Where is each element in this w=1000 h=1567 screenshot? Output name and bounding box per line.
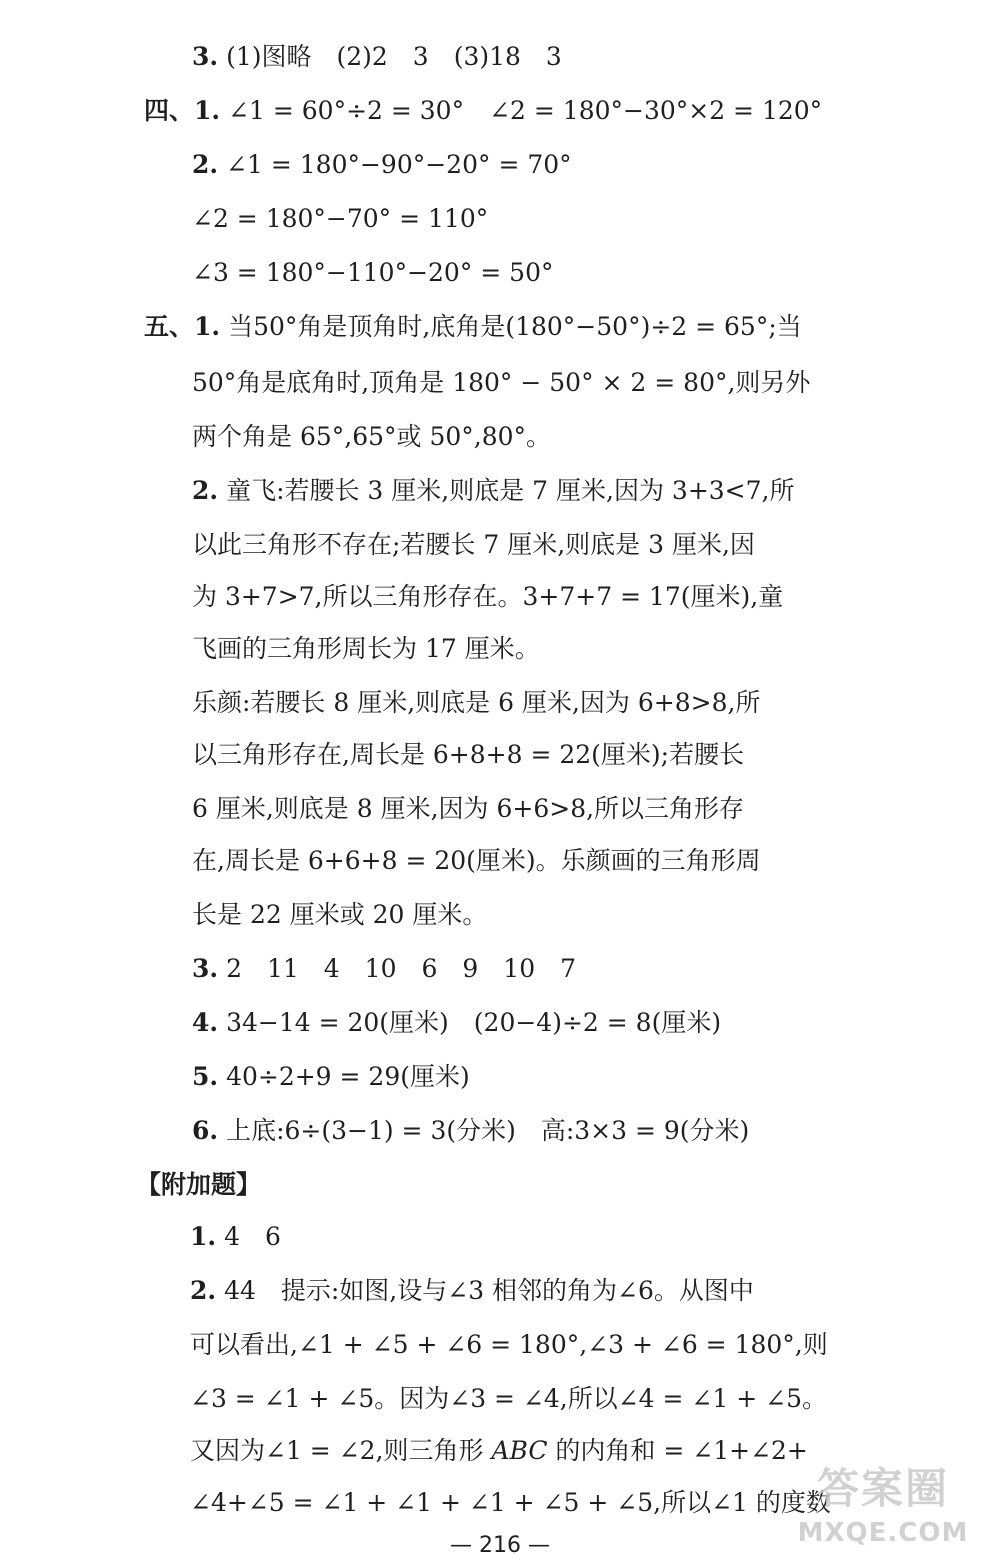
answer-line	[190, 1276, 1000, 1306]
section-tag: 四、	[144, 96, 195, 125]
answer-text: ∠3 = ∠1 + ∠5。因为∠3 = ∠4,所以∠4 = ∠1 + ∠5。	[190, 1384, 827, 1413]
answer-text: 在,周长是 6+6+8 = 20(厘米)。乐颜画的三角形周	[192, 846, 761, 875]
answer-line	[192, 954, 1000, 984]
answer-line	[192, 1008, 1000, 1038]
answer-line	[192, 634, 1000, 664]
answer-text: ∠4+∠5 = ∠1 + ∠1 + ∠1 + ∠5 + ∠5,所以∠1 的度数	[190, 1488, 831, 1517]
answer-line	[192, 368, 1000, 398]
item-number: 3.	[192, 42, 219, 71]
answer-text-post: 的内角和 = ∠1+∠2+	[547, 1436, 808, 1465]
answer-line	[192, 150, 1000, 180]
answer-text-pre: 又因为∠1 = ∠2,则三角形	[190, 1436, 492, 1465]
answer-text: 34−14 = 20(厘米) (20−4)÷2 = 8(厘米)	[226, 1008, 722, 1037]
triangle-name: ABC	[491, 1436, 548, 1465]
answer-line	[190, 1384, 1000, 1414]
answer-text: 4 6	[224, 1222, 281, 1251]
answer-text: 40÷2+9 = 29(厘米)	[226, 1062, 470, 1091]
answer-line	[192, 422, 1000, 452]
item-number: 1.	[194, 312, 221, 341]
answer-text: ∠1 = 60°÷2 = 30° ∠2 = 180°−30°×2 = 120°	[228, 96, 823, 125]
item-number: 6.	[192, 1116, 219, 1145]
answer-text: 可以看出,∠1 + ∠5 + ∠6 = 180°,∠3 + ∠6 = 180°,则	[190, 1330, 828, 1359]
answer-text: 当50°角是顶角时,底角是(180°−50°)÷2 = 65°;当	[228, 312, 802, 341]
answer-text: ∠1 = 180°−90°−20° = 70°	[226, 150, 572, 179]
item-number: 1.	[194, 96, 221, 125]
item-number: 4.	[192, 1008, 219, 1037]
section-heading: 【附加题】	[136, 1170, 262, 1199]
item-number: 2.	[192, 476, 219, 505]
answer-line	[192, 204, 1000, 234]
answer-line	[192, 688, 1000, 718]
answer-text: 两个角是 65°,65°或 50°,80°。	[192, 422, 552, 451]
answer-text: 为 3+7>7,所以三角形存在。3+7+7 = 17(厘米),童	[192, 582, 784, 611]
answer-line	[192, 476, 1000, 506]
answer-text: 乐颜:若腰长 8 厘米,则底是 6 厘米,因为 6+8>8,所	[192, 688, 761, 717]
item-number: 3.	[192, 954, 219, 983]
answer-line	[190, 1222, 1000, 1252]
answer-text: 以此三角形不存在;若腰长 7 厘米,则底是 3 厘米,因	[192, 530, 755, 559]
answer-line	[144, 312, 1000, 342]
answer-text: 6 厘米,则底是 8 厘米,因为 6+6>8,所以三角形存	[192, 794, 745, 823]
answer-line	[190, 1330, 1000, 1360]
section-tag: 五、	[144, 312, 195, 341]
answer-text: 以三角形存在,周长是 6+8+8 = 22(厘米);若腰长	[192, 740, 745, 769]
answer-text: 上底:6÷(3−1) = 3(分米) 高:3×3 = 9(分米)	[226, 1116, 750, 1145]
answer-text: 长是 22 厘米或 20 厘米。	[192, 900, 488, 929]
answer-line	[192, 846, 1000, 876]
answer-line	[192, 582, 1000, 612]
answer-text: 2 11 4 10 6 9 10 7	[226, 954, 577, 983]
answer-line	[192, 1116, 1000, 1146]
site-watermark	[778, 1461, 988, 1561]
answer-line	[192, 258, 1000, 288]
answer-line	[192, 740, 1000, 770]
watermark-logo-text: 答案圈	[816, 1464, 949, 1513]
answer-line	[192, 794, 1000, 824]
answer-line	[144, 96, 1000, 126]
answer-text: 童飞:若腰长 3 厘米,则底是 7 厘米,因为 3+3<7,所	[226, 476, 795, 505]
item-number: 1.	[190, 1222, 217, 1251]
answer-line	[192, 900, 1000, 930]
answer-text: 飞画的三角形周长为 17 厘米。	[192, 634, 540, 663]
answer-text: ∠3 = 180°−110°−20° = 50°	[192, 258, 554, 287]
answer-text: (1)图略 (2)2 3 (3)18 3	[226, 42, 562, 71]
answer-text: ∠2 = 180°−70° = 110°	[192, 204, 489, 233]
answer-line	[192, 42, 1000, 72]
answer-line	[192, 530, 1000, 560]
item-number: 2.	[190, 1276, 217, 1305]
answer-text: 50°角是底角时,顶角是 180° − 50° × 2 = 80°,则另外	[192, 368, 811, 397]
answer-line	[192, 1062, 1000, 1092]
page-number: — 216 —	[450, 1533, 550, 1558]
answer-text: 44 提示:如图,设与∠3 相邻的角为∠6。从图中	[224, 1276, 754, 1305]
item-number: 2.	[192, 150, 219, 179]
item-number: 5.	[192, 1062, 219, 1091]
watermark-url: MXQE.COM	[797, 1518, 969, 1548]
